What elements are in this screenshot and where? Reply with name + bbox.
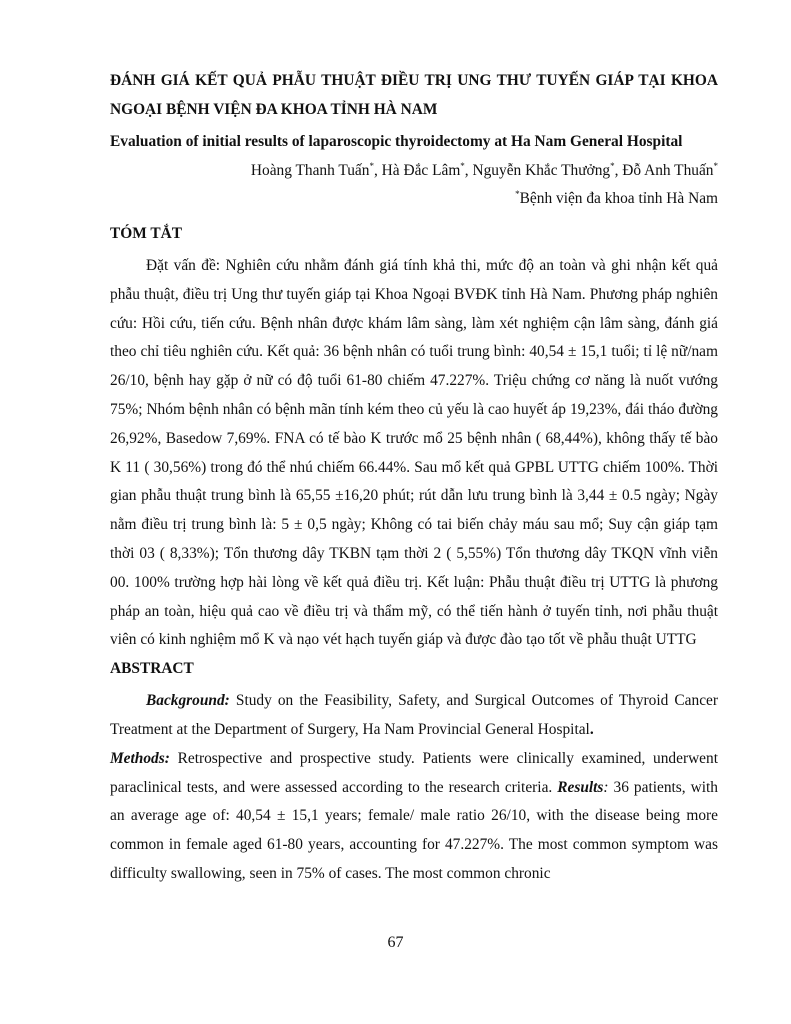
author-separator: , (373, 162, 382, 179)
author-affil-mark: * (369, 161, 374, 171)
author-affil-mark: * (713, 161, 718, 171)
author-name: Đỗ Anh Thuấn (622, 162, 714, 179)
title-vietnamese: ĐÁNH GIÁ KẾT QUẢ PHẪU THUẬT ĐIỀU TRỊ UNG THƯ TUYẾN GIÁP TẠI KHOA NGOẠI BỆNH VIỆN ĐA KHOA TỈNH HÀ NAM (110, 72, 718, 118)
affiliation-mark: * (515, 189, 520, 199)
methods-label: Methods: (110, 749, 170, 767)
author-list (110, 157, 718, 185)
author-name: Nguyễn Khắc Thưởng (472, 162, 611, 179)
affiliation (110, 185, 718, 213)
background-end: . (589, 720, 594, 738)
author-affil-mark: * (610, 161, 615, 171)
background-label: Background: (146, 692, 230, 710)
author-name: Hoàng Thanh Tuấn (250, 162, 370, 179)
abstract-heading: ABSTRACT (110, 660, 194, 678)
results-text: 36 patients, with an average age of: 40,54 ± 15,1 years; female/ male ratio 26/10, with the disease being more common in female aged 61-80 years, accounting for 47.227%. The most common symptom was difficulty swallowing, seen in 75% of cases. The most common chronic (110, 778, 718, 882)
background-text: Study on the Feasibility, Safety, and Surgical Outcomes of Thyroid Cancer Treatment at the Department of Surgery, Ha Nam Provincial General Hospital (110, 692, 718, 738)
affiliation-text: Bệnh viện đa khoa tỉnh Hà Nam (519, 190, 718, 207)
page-number: 67 (387, 934, 404, 951)
abstract-paragraph (110, 687, 718, 889)
author-separator: , (614, 162, 623, 179)
paper-page (110, 66, 718, 889)
author-affil-mark: * (460, 161, 465, 171)
author-name: Hà Đắc Lâm (381, 162, 461, 179)
summary-heading: TÓM TẮT (110, 225, 182, 242)
results-label: Results (557, 778, 604, 796)
summary-paragraph: Đặt vấn đề: Nghiên cứu nhằm đánh giá tính khả thi, mức độ an toàn và ghi nhận kết quả phẫu thuật, điều trị Ung thư tuyến giáp tại Khoa Ngoại BVĐK tỉnh Hà Nam. Phương pháp nghiên cứu: Hồi cứu, tiến cứu. Bệnh nhân được khám lâm sàng, làm xét nghiệm cận lâm sàng, đánh giá theo chỉ tiêu nghiên cứu. Kết quả: 36 bệnh nhân có tuổi trung bình: 40,54 ± 15,1 tuổi; tỉ lệ nữ/nam 26/10, bệnh hay gặp ở nữ có độ tuổi 61-80 chiếm 47.227%. Triệu chứng cơ năng là nuốt vướng 75%; Nhóm bệnh nhân có bệnh mãn tính kém theo củ yếu là cao huyết áp 19,23%, đái tháo đường 26,92%, Basedow 7,69%. FNA có tế bào K trước mổ 25 bệnh nhân ( 68,44%), không thấy tế bào K 11 ( 30,56%) trong đó thể nhú chiếm 66.44%. Sau mổ kết quả GPBL UTTG chiếm 100%. Thời gian phẫu thuật trung bình là 65,55 ±16,20 phút; rút dẫn lưu trung bình là 3,44 ± 0.5 ngày; Ngày nằm điều trị trung bình là: 5 ± 0,5 ngày; Không có tai biến chảy máu sau mổ; Suy cận giáp tạm thời 03 ( 8,33%); Tổn thương dây TKBN tạm thời 2 ( 5,55%) Tổn thương dây TKQN vĩnh viễn 00. 100% trường hợp hài lòng về kết quả điều trị. Kết luận: Phẫu thuật điều trị UTTG là phương pháp an toàn, hiệu quả cao về điều trị và thẩm mỹ, có thể tiến hành ở tuyến tỉnh, nơi phẫu thuật viên có kinh nghiệm mổ K và nạo vét hạch tuyến giáp và được đào tạo tốt về phẫu thuật UTTG (110, 257, 718, 649)
title-english: Evaluation of initial results of laparoscopic thyroidectomy at Ha Nam General Hospital (110, 133, 683, 150)
methods-text: Retrospective and prospective study. Patients were clinically examined, underwent paraclinical tests, and were assessed according to the research criteria. (110, 749, 718, 796)
results-colon: : (603, 778, 609, 796)
author-separator: , (464, 162, 473, 179)
